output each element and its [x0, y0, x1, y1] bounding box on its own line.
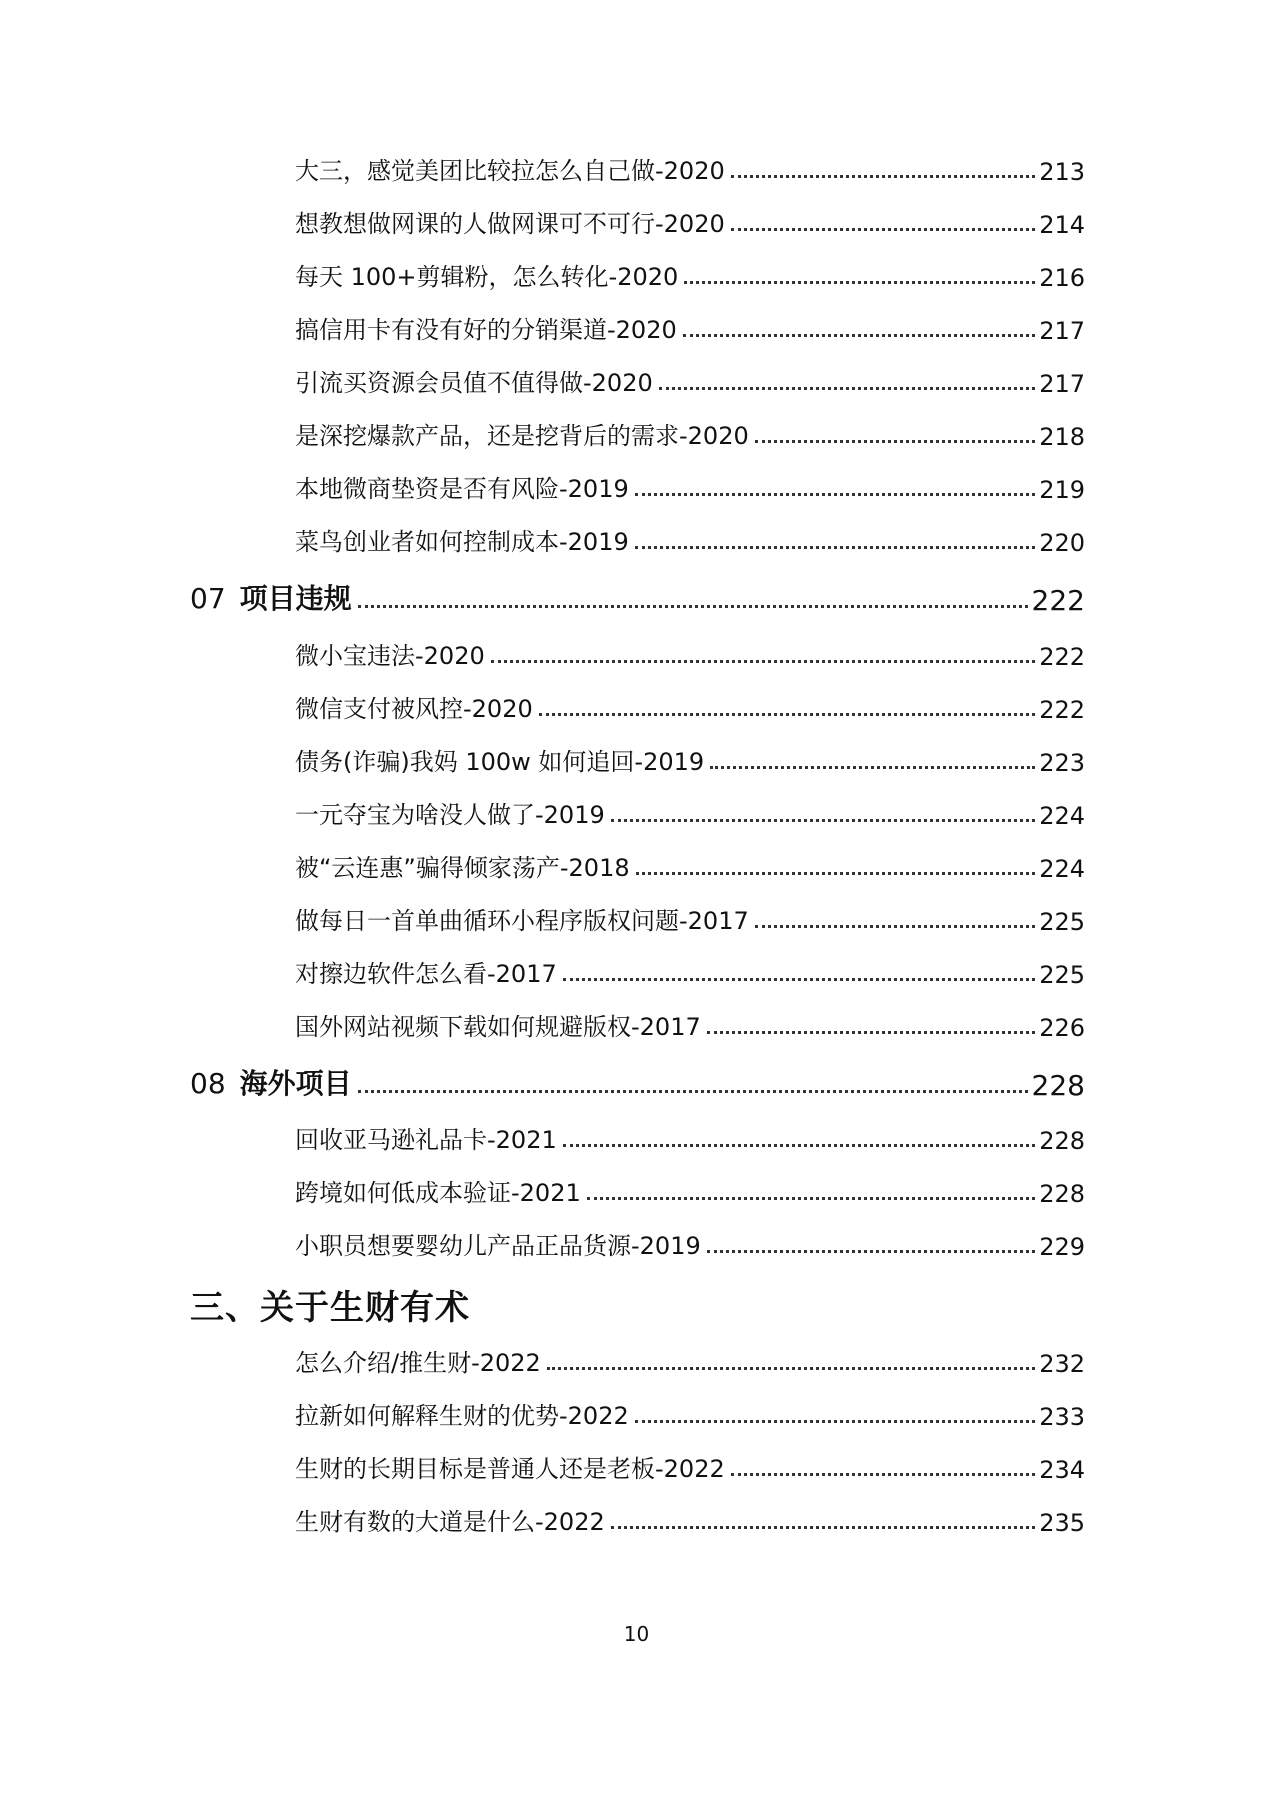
toc-entry-page: 223	[1035, 749, 1085, 777]
toc-entry-title: 被“云连惠”骗得倾家荡产-2018	[295, 848, 636, 883]
toc-entry[interactable]	[295, 1501, 1085, 1537]
toc-entry-page: 233	[1035, 1403, 1085, 1431]
toc-entry[interactable]	[295, 362, 1085, 398]
toc-section-number: 08	[190, 1067, 226, 1100]
dot-leader	[563, 1144, 1035, 1147]
dot-leader	[731, 228, 1035, 231]
toc-entry-title: 拉新如何解释生财的优势-2022	[295, 1396, 635, 1431]
toc-section-label: 项目违规	[239, 582, 352, 615]
dot-leader	[635, 493, 1035, 496]
toc-entry-title: 跨境如何低成本验证-2021	[295, 1173, 587, 1208]
toc-entry[interactable]	[295, 741, 1085, 777]
toc-entry[interactable]	[295, 794, 1085, 830]
toc-entry[interactable]	[295, 1172, 1085, 1208]
toc-entry[interactable]	[295, 468, 1085, 504]
dot-leader	[563, 978, 1035, 981]
toc-entry-page: 222	[1035, 643, 1085, 671]
toc-entry-page: 224	[1035, 802, 1085, 830]
toc-entry[interactable]	[295, 309, 1085, 345]
dot-leader	[684, 281, 1035, 284]
dot-leader	[635, 546, 1035, 549]
toc-entry-page: 214	[1035, 211, 1085, 239]
toc-entry[interactable]	[295, 1225, 1085, 1261]
toc-entry-page: 217	[1035, 317, 1085, 345]
toc-entry-page: 235	[1035, 1509, 1085, 1537]
toc-entry[interactable]	[295, 1342, 1085, 1378]
toc-entry-title: 大三，感觉美团比较拉怎么自己做-2020	[295, 151, 731, 186]
dot-leader	[707, 1031, 1035, 1034]
toc-entry-page: 218	[1035, 423, 1085, 451]
toc-entry-title: 本地微商垫资是否有风险-2019	[295, 469, 635, 504]
toc-entry-page: 228	[1035, 1180, 1085, 1208]
dot-leader	[587, 1197, 1035, 1200]
toc-entry-page: 219	[1035, 476, 1085, 504]
dot-leader	[755, 440, 1035, 443]
toc-entry[interactable]	[295, 847, 1085, 883]
toc-entry[interactable]	[295, 150, 1085, 186]
toc-entry-title: 债务(诈骗)我妈 100w 如何追回-2019	[295, 742, 710, 777]
toc-section-title	[190, 577, 358, 617]
toc-section-08[interactable]	[190, 1062, 1085, 1102]
part-heading: 三、关于生财有术	[190, 1288, 470, 1328]
toc-entry-page: 234	[1035, 1456, 1085, 1484]
toc-entry-title: 小职员想要婴幼儿产品正品货源-2019	[295, 1226, 707, 1261]
page-number: 10	[623, 1622, 650, 1646]
toc-section-page: 228	[1028, 1069, 1085, 1102]
toc-entry-title: 做每日一首单曲循环小程序版权问题-2017	[295, 901, 755, 936]
toc-entry-title: 国外网站视频下载如何规避版权-2017	[295, 1007, 707, 1042]
dot-leader	[731, 1473, 1035, 1476]
toc-entry[interactable]	[295, 688, 1085, 724]
toc-entry-title: 引流买资源会员值不值得做-2020	[295, 363, 659, 398]
toc-entry-title: 回收亚马逊礼品卡-2021	[295, 1120, 563, 1155]
toc-entry-page: 229	[1035, 1233, 1085, 1261]
toc-entry-title: 微信支付被风控-2020	[295, 689, 539, 724]
toc-entry-title: 菜鸟创业者如何控制成本-2019	[295, 522, 635, 557]
toc-section-number: 07	[190, 582, 226, 615]
toc-entry-title: 想教想做网课的人做网课可不可行-2020	[295, 204, 731, 239]
toc-entry-title: 对擦边软件怎么看-2017	[295, 954, 563, 989]
toc-section-label: 海外项目	[239, 1067, 352, 1100]
dot-leader	[358, 605, 1028, 608]
toc-entry[interactable]	[295, 415, 1085, 451]
toc-entry[interactable]	[295, 953, 1085, 989]
toc-entry-title: 是深挖爆款产品，还是挖背后的需求-2020	[295, 416, 755, 451]
toc-entry-page: 224	[1035, 855, 1085, 883]
toc-entry-page: 228	[1035, 1127, 1085, 1155]
toc-entry-page: 217	[1035, 370, 1085, 398]
toc-entry[interactable]	[295, 1006, 1085, 1042]
toc-entry-page: 216	[1035, 264, 1085, 292]
dot-leader	[636, 872, 1036, 875]
toc-entry-title: 一元夺宝为啥没人做了-2019	[295, 795, 611, 830]
toc-entry-title: 生财的长期目标是普通人还是老板-2022	[295, 1449, 731, 1484]
dot-leader	[659, 387, 1035, 390]
dot-leader	[710, 766, 1035, 769]
toc-section-page: 222	[1028, 584, 1085, 617]
toc-entry-page: 213	[1035, 158, 1085, 186]
dot-leader	[547, 1367, 1035, 1370]
toc-entry[interactable]	[295, 203, 1085, 239]
dot-leader	[755, 925, 1035, 928]
dot-leader	[707, 1250, 1035, 1253]
toc-entry[interactable]	[295, 635, 1085, 671]
toc-section-07[interactable]	[190, 577, 1085, 617]
dot-leader	[635, 1420, 1035, 1423]
toc-entry-title: 搞信用卡有没有好的分销渠道-2020	[295, 310, 683, 345]
toc-entry-page: 225	[1035, 908, 1085, 936]
toc-entry-page: 232	[1035, 1350, 1085, 1378]
toc-entry-title: 每天 100+剪辑粉，怎么转化-2020	[295, 257, 684, 292]
dot-leader	[611, 1526, 1035, 1529]
toc-entry-page: 226	[1035, 1014, 1085, 1042]
dot-leader	[611, 819, 1035, 822]
dot-leader	[358, 1090, 1028, 1093]
toc-entry[interactable]	[295, 256, 1085, 292]
dot-leader	[731, 175, 1035, 178]
toc-entry[interactable]	[295, 900, 1085, 936]
toc-entry[interactable]	[295, 1119, 1085, 1155]
dot-leader	[539, 713, 1035, 716]
toc-entry-title: 微小宝违法-2020	[295, 636, 491, 671]
toc-entry[interactable]	[295, 521, 1085, 557]
dot-leader	[683, 334, 1035, 337]
toc-entry-title: 怎么介绍/推生财-2022	[295, 1343, 547, 1378]
toc-section-title	[190, 1062, 358, 1102]
toc-entry-title: 生财有数的大道是什么-2022	[295, 1502, 611, 1537]
dot-leader	[491, 660, 1035, 663]
toc-entry-page: 220	[1035, 529, 1085, 557]
toc-entry[interactable]	[295, 1395, 1085, 1431]
toc-entry[interactable]	[295, 1448, 1085, 1484]
toc-entry-page: 225	[1035, 961, 1085, 989]
toc-entry-page: 222	[1035, 696, 1085, 724]
